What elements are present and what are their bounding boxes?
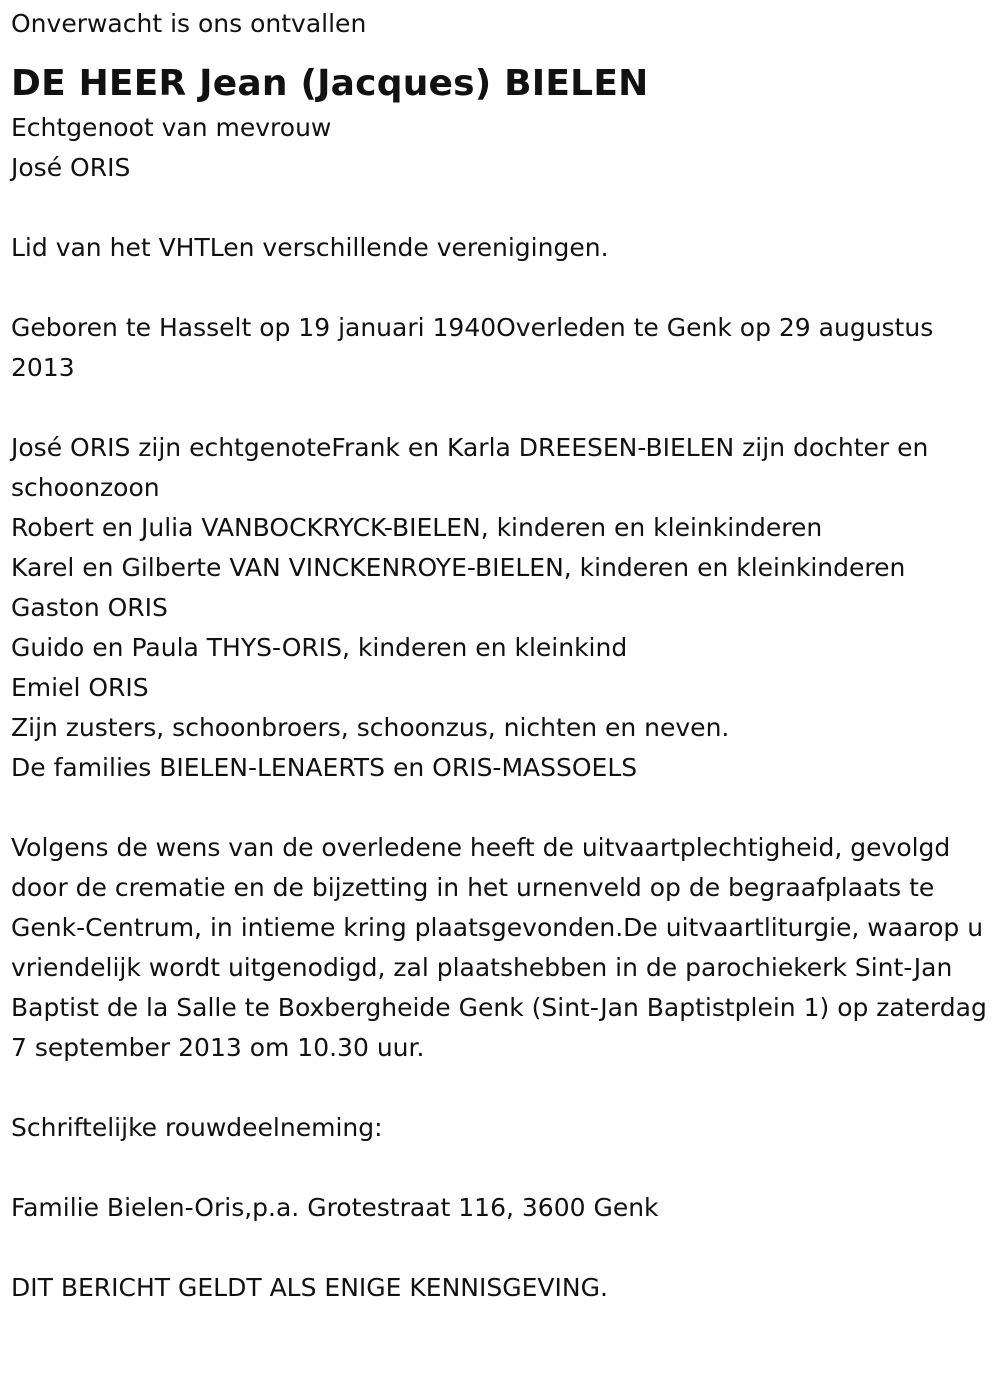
notice-text: DIT BERICHT GELDT ALS ENIGE KENNISGEVING. [11,1273,608,1302]
family-line: Guido en Paula THYS-ORIS, kinderen en kleinkind [11,633,628,662]
spacer [11,1228,991,1268]
intro-text: Onverwacht is ons ontvallen [11,9,367,38]
family-list [11,428,991,788]
spacer [11,788,991,828]
family-line: De families BIELEN-LENAERTS en ORIS-MASSOELS [11,753,638,782]
family-line: Emiel ORIS [11,673,149,702]
spouse-line-2: José ORIS [11,153,131,182]
family-address: Familie Bielen-Oris,p.a. Grotestraat 116, 3600 Genk [11,1193,659,1222]
birth-death-text: Geboren te Hasselt op 19 januari 1940Overleden te Genk op 29 augustus 2013 [11,313,934,382]
spacer [11,1148,991,1188]
obituary-notice [11,4,991,1308]
spacer [11,268,991,308]
spacer [11,388,991,428]
spacer [11,188,991,228]
ceremony-text: Volgens de wens van de overledene heeft de uitvaartplechtigheid, gevolgd door de crematie en de bijzetting in het urnenveld op de begraafplaats te Genk-Centrum, in intieme kring plaatsgevonden.De uitvaartliturgie, waarop u vriendelijk wordt uitgenodigd, zal plaatshebben in de parochiekerk Sint-Jan Baptist de la Salle te Boxbergheide Genk (Sint-Jan Baptistplein 1) op zaterdag 7 september 2013 om 10.30 uur. [11,833,987,1062]
membership-text: Lid van het VHTLen verschillende verenigingen. [11,233,609,262]
family-line: José ORIS zijn echtgenoteFrank en Karla DREESEN-BIELEN zijn dochter en schoonzoon [11,433,929,502]
deceased-name-heading: DE HEER Jean (Jacques) BIELEN [11,63,649,104]
condolence-label: Schriftelijke rouwdeelneming: [11,1113,383,1142]
family-line: Zijn zusters, schoonbroers, schoonzus, nichten en neven. [11,713,730,742]
spacer [11,1068,991,1108]
family-line: Robert en Julia VANBOCKRYCK-BIELEN, kinderen en kleinkinderen [11,513,823,542]
spouse-line-1: Echtgenoot van mevrouw [11,113,332,142]
family-line: Karel en Gilberte VAN VINCKENROYE-BIELEN, kinderen en kleinkinderen [11,553,906,582]
family-line: Gaston ORIS [11,593,168,622]
